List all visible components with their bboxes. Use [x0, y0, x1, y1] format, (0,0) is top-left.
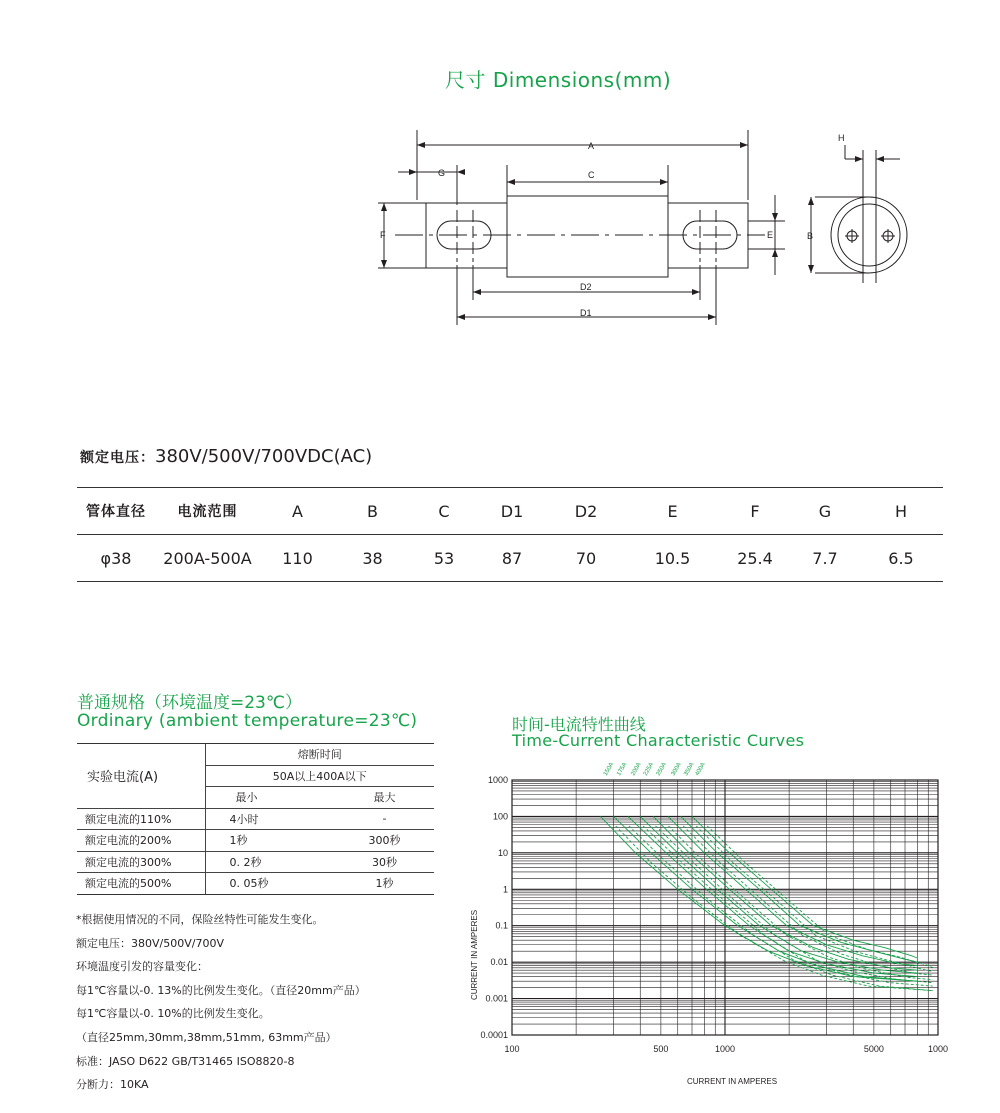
col-G: G — [818, 501, 832, 521]
col-D1: D1 — [500, 501, 524, 521]
note-line: 每1℃容量以-0. 10%的比例发生变化。 — [76, 1007, 270, 1021]
series-label: 200A — [630, 762, 643, 777]
note-line: 分断力：10KA — [76, 1078, 149, 1092]
col-H: H — [894, 501, 908, 521]
cell-H: 6.5 — [888, 548, 914, 568]
current-range-header: 50A以上400A以下 — [205, 765, 434, 787]
spec-header-row — [77, 744, 434, 766]
spec-row-min: 1秒 — [205, 830, 335, 852]
spec-row-min: 4小时 — [205, 808, 335, 830]
y-tick-label: 100 — [492, 811, 508, 822]
label-F: F — [380, 230, 386, 240]
test-current-header: 实验电流(A) — [77, 744, 205, 809]
label-G: G — [438, 168, 446, 178]
x-tick-label: 1000 — [714, 1044, 736, 1054]
spec-row-label: 额定电流的110% — [77, 808, 205, 830]
spec-row-label: 额定电流的200% — [77, 830, 205, 852]
x-tick-label: 100 — [504, 1044, 520, 1054]
label-E: E — [767, 230, 774, 240]
y-axis-label: CURRENT IN AMPERES — [470, 909, 479, 1001]
x-tick-label: 5000 — [863, 1044, 884, 1054]
series-label: 350A — [683, 762, 696, 777]
col-current-range: 电流范围 — [177, 504, 238, 520]
chart-series-labels — [603, 762, 707, 777]
spec-row-label: 额定电流的500% — [77, 873, 205, 895]
time-current-chart — [466, 762, 986, 1092]
cell-D1: 87 — [501, 548, 523, 568]
table-row — [77, 873, 434, 895]
rated-voltage-label: 额定电压： — [80, 450, 155, 466]
note-line: 额定电压：380V/500V/700V — [76, 936, 224, 950]
label-D1: D1 — [580, 308, 592, 318]
spec-row-max: - — [335, 808, 434, 830]
cell-diameter: φ38 — [100, 548, 132, 568]
dimensions-title: 尺寸 Dimensions(mm) — [445, 68, 672, 92]
side-view-outer — [831, 197, 907, 273]
dimension-drawing — [360, 125, 920, 330]
max-header: 最大 — [335, 787, 434, 809]
cell-C: 53 — [433, 548, 455, 568]
series-label: 225A — [642, 762, 655, 777]
col-E: E — [667, 501, 678, 521]
col-C: C — [438, 501, 450, 521]
series-label: 175A — [616, 762, 629, 777]
note-line: 每1℃容量以-0. 13%的比例发生变化。（直径20mm产品） — [76, 983, 366, 997]
note-line: 标准：JASO D622 GB/T31465 ISO8820-8 — [76, 1054, 295, 1068]
rated-voltage-value: 380V/500V/700VDC(AC) — [155, 446, 373, 467]
ordinary-title-cn: 普通规格（环境温度=23℃） — [77, 693, 302, 713]
y-tick-label: 0.001 — [485, 993, 508, 1004]
spec-row-min: 0. 05秒 — [205, 873, 335, 895]
cell-B: 38 — [362, 548, 383, 568]
spec-row-max: 30秒 — [335, 851, 434, 873]
cell-current-range: 200A-500A — [163, 548, 252, 568]
cell-G: 7.7 — [812, 548, 838, 568]
dimension-table — [77, 487, 943, 582]
x-tick-label: 500 — [653, 1044, 669, 1054]
y-tick-label: 10 — [497, 847, 508, 858]
chart-grid — [512, 780, 938, 1035]
col-A: A — [292, 501, 303, 521]
cell-F: 25.4 — [737, 548, 773, 568]
table-row — [77, 808, 434, 830]
note-line: 环境温度引发的容量变化： — [76, 960, 208, 974]
ordinary-title-en: Ordinary (ambient temperature=23℃) — [77, 711, 418, 731]
notes — [76, 908, 366, 1097]
series-label: 250A — [655, 762, 668, 777]
col-F: F — [750, 501, 760, 521]
table-row — [77, 851, 434, 873]
series-label: 300A — [670, 762, 683, 777]
fusing-time-table — [77, 743, 434, 895]
label-A: A — [588, 141, 595, 151]
label-C: C — [588, 170, 595, 180]
series-label: 150A — [602, 762, 616, 777]
col-B: B — [367, 501, 378, 521]
curves-title-en: Time-Current Characteristic Curves — [512, 731, 805, 750]
fuse-body — [507, 196, 668, 277]
label-B: B — [807, 231, 814, 241]
y-tick-label: 1 — [502, 884, 508, 895]
table-row — [77, 535, 943, 582]
curves-title-cn: 时间-电流特性曲线 — [512, 715, 646, 734]
y-tick-label: 1000 — [487, 775, 508, 785]
note-line: *根据使用情况的不同，保险丝特性可能发生变化。 — [76, 913, 324, 926]
table-row — [77, 830, 434, 852]
col-D2: D2 — [574, 501, 598, 521]
spec-row-max: 300秒 — [335, 830, 434, 852]
series-label: 400A — [694, 762, 707, 777]
y-tick-label: 0.0001 — [480, 1030, 508, 1040]
cell-E: 10.5 — [654, 548, 691, 568]
note-line: （直径25mm,30mm,38mm,51mm, 63mm产品） — [76, 1030, 337, 1044]
min-header: 最小 — [205, 787, 335, 809]
x-axis-label: CURRENT IN AMPERES — [686, 1077, 778, 1086]
dimension-table-header — [77, 488, 943, 535]
spec-row-max: 1秒 — [335, 873, 434, 895]
rated-voltage — [80, 446, 372, 467]
x-tick-label: 1000 — [927, 1044, 949, 1054]
spec-row-min: 0. 2秒 — [205, 851, 335, 873]
fuse-time-header: 熔断时间 — [205, 744, 434, 766]
y-tick-label: 0.01 — [490, 957, 508, 968]
cell-A: 110 — [282, 548, 313, 568]
y-tick-label: 0.1 — [495, 920, 508, 931]
spec-row-label: 额定电流的300% — [77, 851, 205, 873]
label-D2: D2 — [580, 282, 592, 292]
label-H: H — [838, 133, 845, 143]
cell-D2: 70 — [575, 548, 597, 568]
col-tube-diameter: 管体直径 — [86, 504, 146, 520]
